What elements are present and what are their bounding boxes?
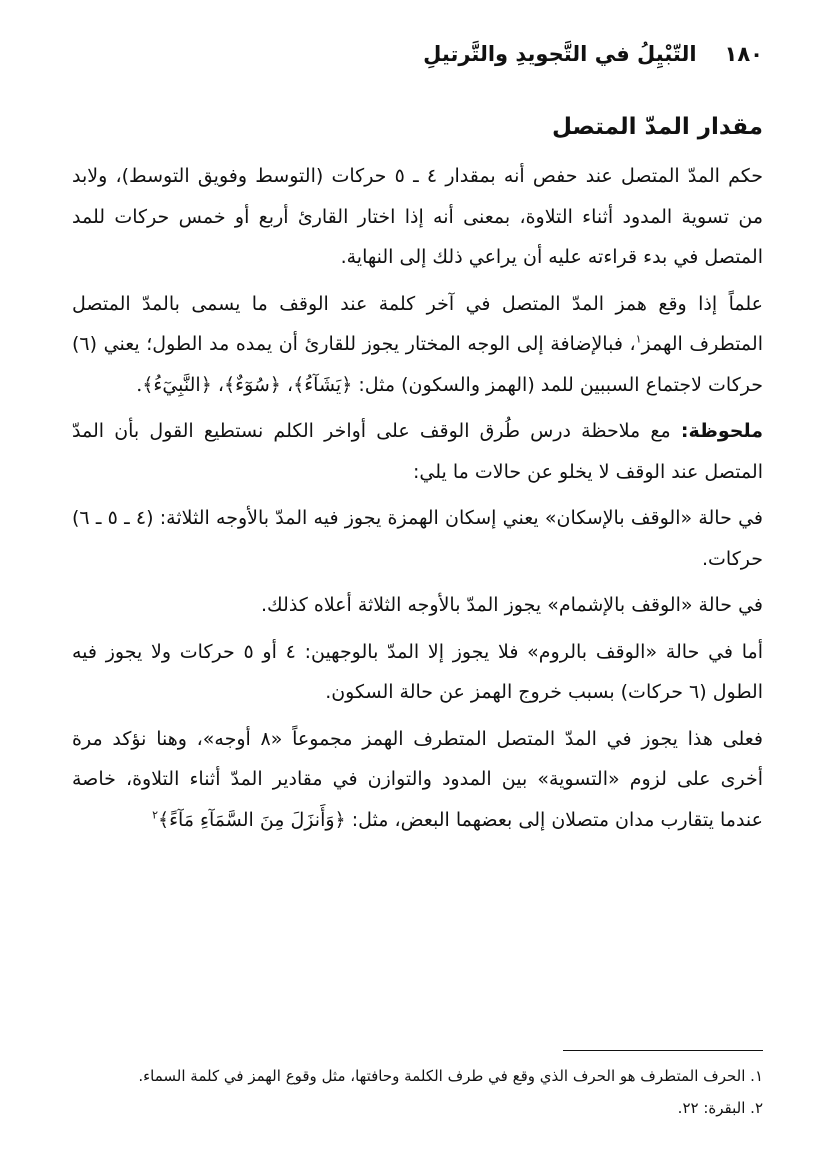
quran-verse: ﴿وَأَنزَلَ مِنَ السَّمَآءِ مَآءً﴾ <box>157 808 346 831</box>
footnote-2: ٢. البقرة: ٢٢. <box>677 1099 763 1117</box>
main-text <box>72 104 763 840</box>
paragraph-iskan <box>72 498 763 579</box>
footnotes <box>72 1060 763 1124</box>
note-label: ملحوظة: <box>680 420 763 442</box>
running-header <box>72 34 763 74</box>
paragraph-iskan-text: في حالة «الوقف بالإسكان» يعني إسكان الهمزة يجوز فيه المدّ بالأوجه الثلاثة: (٤ ـ ٥ ـ ٦) حركات. <box>72 507 763 570</box>
paragraph-note <box>72 411 763 492</box>
paragraph-rawm <box>72 632 763 713</box>
paragraph-note-text: مع ملاحظة درس طُرق الوقف على أواخر الكلم نستطيع القول بأن المدّ المتصل عند الوقف لا يخلو عن حالات ما يلي: <box>72 420 763 483</box>
footnote-ref-1[interactable]: ١ <box>635 332 642 346</box>
paragraph-stop-case-text-b: ، فبالإضافة إلى الوجه المختار يجوز للقارئ أن يمده مد الطول؛ يعني (٦) حركات لاجتماع السببين للمد (الهمز والسكون) مثل: <box>72 333 763 396</box>
footnote-divider <box>563 1050 763 1051</box>
footnote-1: ١. الحرف المتطرف هو الحرف الذي وقع في طرف الكلمة وحافتها، مثل وقوع الهمز في كلمة السماء. <box>138 1067 763 1085</box>
book-title: التّبْيِلُ في التَّجويدِ والتَّرتيلِ <box>423 42 697 66</box>
paragraph-stop-case <box>72 284 763 406</box>
footnote-ref-2[interactable]: ٢ <box>152 808 158 822</box>
paragraph-ruling-text: حكم المدّ المتصل عند حفص أنه بمقدار ٤ ـ ٥ حركات (التوسط وفويق التوسط)، ولابد من تسوية المدود أثناء التلاوة، بمعنى أنه إذا اختار القارئ أربع أو خمس حركات للمد المتصل في بدء قراءته عليه أن يراعي ذلك إلى النهاية. <box>72 165 763 268</box>
paragraph-ishmam-text: في حالة «الوقف بالإشمام» يجوز المدّ بالأوجه الثلاثة أعلاه كذلك. <box>260 594 763 616</box>
paragraph-ishmam <box>72 585 763 626</box>
paragraph-stop-case-text-a: علماً إذا وقع همز المدّ المتصل في آخر كلمة عند الوقف ما يسمى بالمدّ المتصل المتطرف الهمز <box>72 292 763 355</box>
paragraph-ruling <box>72 156 763 278</box>
paragraph-conclusion <box>72 719 763 841</box>
paragraph-rawm-text: أما في حالة «الوقف بالروم» فلا يجوز إلا المدّ بالوجهين: ٤ أو ٥ حركات ولا يجوز فيه الطول (٦ حركات) بسبب خروج الهمز عن حالة السكون. <box>72 640 763 703</box>
page-number: ١٨٠ <box>724 42 763 66</box>
paragraph-conclusion-text: فعلى هذا يجوز في المدّ المتصل المتطرف الهمز مجموعاً «٨ أوجه»، وهنا نؤكد مرة أخرى على لزوم «التسوية» بين المدود والتوازن في مقادير المدّ أثناء التلاوة، خاصة عندما يتقارب مدان متصلان إلى بعضهما البعض، مثل: <box>72 727 763 831</box>
quran-examples: ﴿يَشَآءُ﴾، ﴿سُوٓءٌ﴾، ﴿النَّبِيٓءُ﴾. <box>136 373 353 396</box>
section-heading: مقدار المدّ المتصل <box>552 114 763 140</box>
